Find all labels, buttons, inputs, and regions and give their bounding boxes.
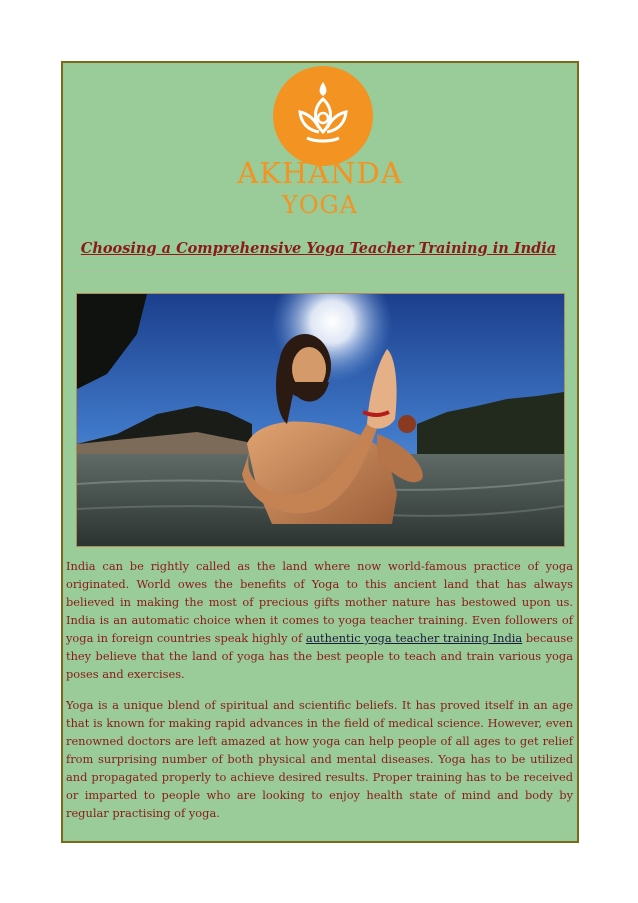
article-title: Choosing a Comprehensive Yoga Teacher Training in India bbox=[80, 240, 557, 257]
divider bbox=[63, 270, 575, 271]
yogi-in-river-photo bbox=[76, 293, 565, 547]
logo-wordmark-akhanda: AKHANDA bbox=[237, 156, 403, 190]
lotus-logo-icon bbox=[273, 66, 373, 166]
paragraph-1-text-start: India can be rightly called as the land where now world-famous practice of yoga originated. World owes the benefits of Yoga to this ancient land that has always believed in making the most of precious gifts mother nature has bestowed upon us. India is an automatic choice when it comes to yoga teacher training. Even followers of yoga in foreign countries speak highly of bbox=[66, 559, 573, 645]
paragraph-1 bbox=[66, 557, 573, 683]
paragraph-2: Yoga is a unique blend of spiritual and scientific beliefs. It has proved itself in an age that is known for making rapid advances in the field of medical science. However, even renowned doctors are left amazed at how yoga can help people of all ages to get relief from surprising number of both physical and mental diseases. Yoga has to be utilized and propagated properly to achieve desired results. Proper training has to be received or imparted to people who are looking to enjoy health state of mind and body by regular practising of yoga. bbox=[66, 698, 573, 820]
paragraph-1-text-end: because they believe that the land of yoga has the best people to teach and train various yoga poses and exercises. bbox=[66, 631, 573, 681]
authentic-yoga-teacher-training-link[interactable]: authentic yoga teacher training India bbox=[305, 631, 523, 645]
article-body bbox=[66, 557, 573, 835]
logo-wordmark-yoga: YOGA bbox=[281, 191, 359, 219]
